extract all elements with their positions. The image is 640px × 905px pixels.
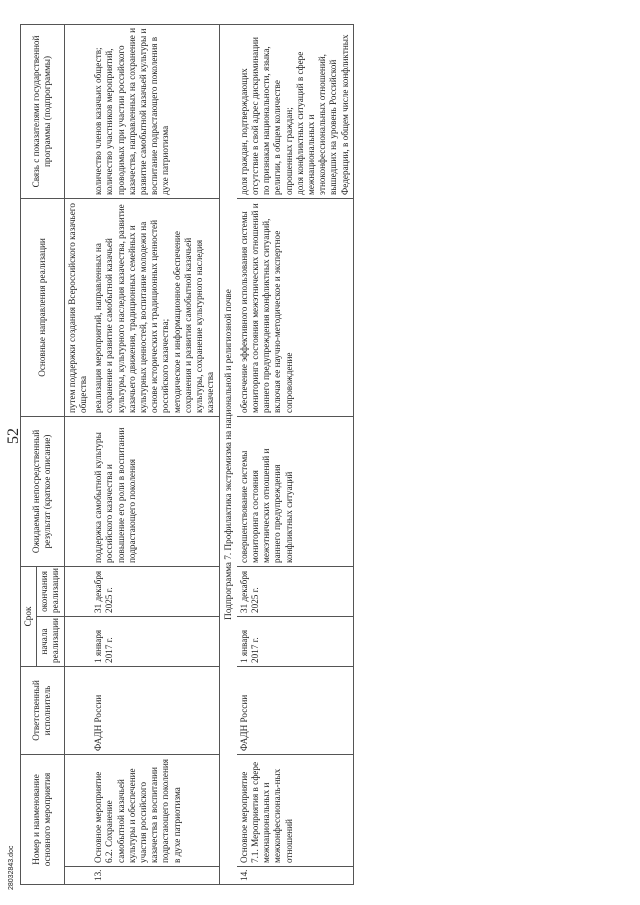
footer-code: 28032843.doc	[8, 845, 15, 890]
row-number: 13.	[91, 867, 219, 885]
page-number: 52	[5, 428, 22, 444]
rotated-table-container	[20, 25, 595, 885]
header-executor: Ответственный исполнитель	[21, 666, 65, 754]
row-result: поддержка самобытной культуры российского казачества и повышение его роли в воспитании подрастающего поколения	[91, 416, 219, 566]
row-directions: реализация мероприятий, направленных на сохранение и развитие самобытной казачьей культуры, культурного наследия казачества, развитие казачьего движения, традиционных семейных и культурных ценностей, воспитание молодежи на основе исторических и традиционных ценностей российского казачества; методическое и информационное обеспечение сохранения и развития самобытной казачьей культуры, сохранение культурного наследия казачества	[91, 198, 219, 416]
header-indicators: Связь с показателями государственной программы (подпрограммы)	[21, 24, 65, 198]
section-title: Подпрограмма 7. Профилактика экстремизма на национальной и религиозной почве	[219, 24, 237, 884]
continuation-row	[64, 24, 91, 884]
continuation-directions: путем поддержки создания Всероссийского казачьего общества	[64, 198, 91, 416]
row-name: Основное мероприятие 6.2. Сохранение самобытной казачьей культуры и обеспечение участия российского казачества в воспитании подрастающего поколения в духе патриотизма	[91, 754, 219, 866]
measures-table	[20, 24, 354, 885]
header-directions: Основные направления реализации	[21, 198, 65, 416]
section-row	[219, 24, 237, 884]
header-end: окончания реализации	[37, 566, 64, 616]
row-start: 1 января 2017 г.	[237, 616, 354, 666]
row-end: 31 декабря 2025 г.	[237, 566, 354, 616]
row-result: совершенствование системы мониторинга состояния межэтнических отношений и раннего предупреждения конфликтных ситуаций	[237, 416, 354, 566]
header-srok: Срок	[21, 566, 37, 666]
row-end: 31 декабря 2025 г.	[91, 566, 219, 616]
header-name: Номер и наименование основного мероприятия	[21, 754, 65, 884]
table-row	[237, 24, 354, 884]
header-result: Ожидаемый непосредственный результат (краткое описание)	[21, 416, 65, 566]
row-start: 1 января 2017 г.	[91, 616, 219, 666]
row-indicators: количество членов казачьих обществ; количество участников мероприятий, проводимых при участии российского казачества, направленных на сохранение и развитие самобытной казачьей культуры и воспитание подрастающего поколения в духе патриотизма	[91, 24, 219, 198]
row-executor: ФАДН России	[237, 666, 354, 754]
row-name: Основное мероприятие 7.1. Мероприятия в сфере межнациональных и межконфессиональ-ных отношений	[237, 754, 354, 866]
row-number: 14.	[237, 867, 354, 885]
row-indicators: доля граждан, подтверждающих отсутствие в свой адрес дискриминации по признакам национальности, языка, религии, в общем количестве опрошенных граждан; доля конфликтных ситуаций в сфере межнациональных и этноконфессиональных отношений, вышедших на уровень Российской Федерации, в общем числе конфликтных	[237, 24, 354, 198]
row-executor: ФАДН России	[91, 666, 219, 754]
table-row	[91, 24, 219, 884]
row-directions: обеспечение эффективного использования системы мониторинга состояния межэтнических отношений и раннего предупреждения конфликтных ситуаций, включая ее научно-методическое и экспертное сопровождение	[237, 198, 354, 416]
header-start: начала реализации	[37, 616, 64, 666]
header-row-1	[21, 24, 37, 884]
